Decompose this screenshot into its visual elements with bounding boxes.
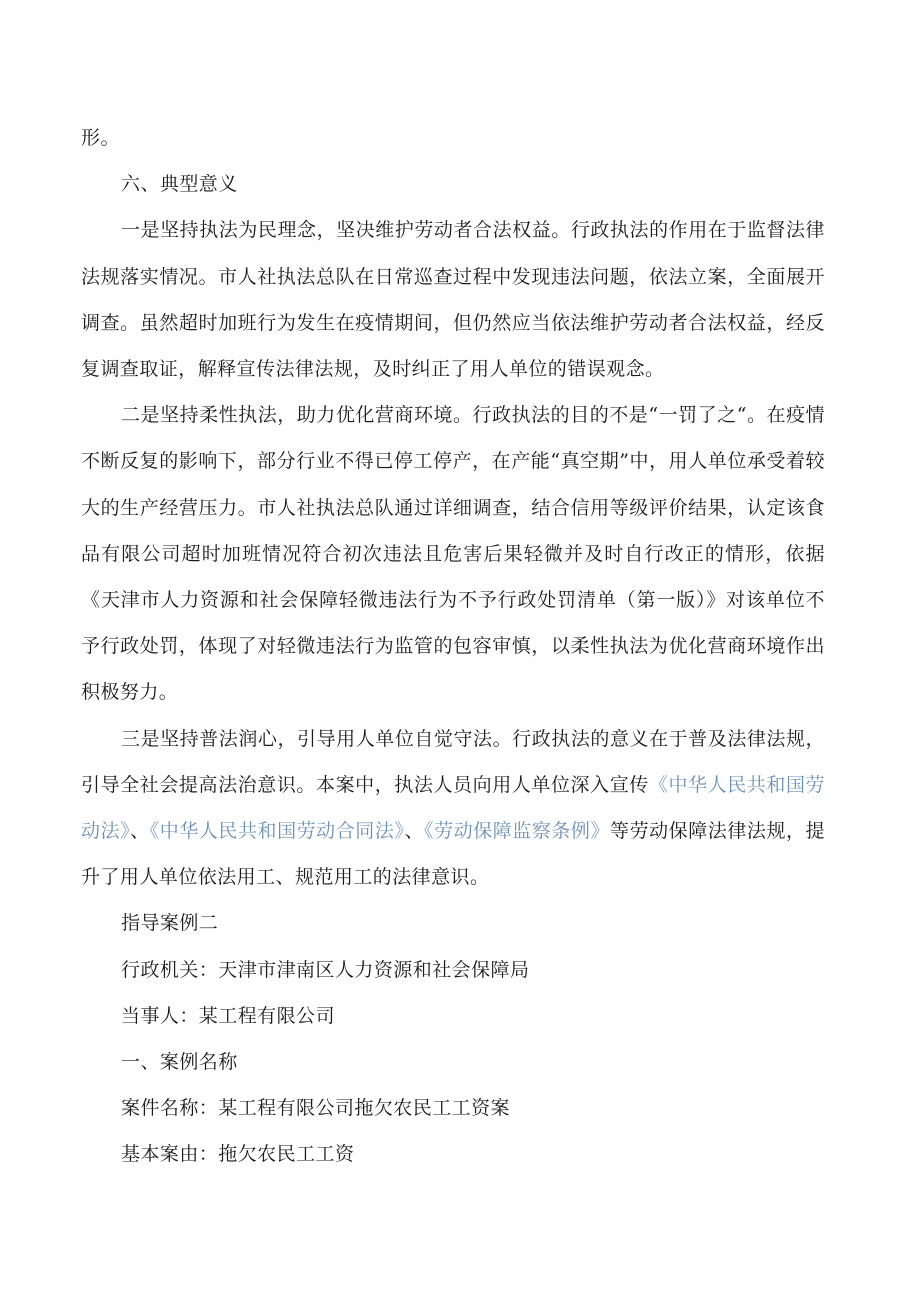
party-concerned: 当事人：某工程有限公司 <box>121 1004 335 1027</box>
continuation-text: 形。 <box>81 127 120 149</box>
section-heading-six: 六、典型意义 <box>121 173 238 196</box>
paragraph-point-three <box>81 716 825 901</box>
link-labor-security-regulation[interactable]: 《劳动保障监察条例》 <box>424 820 611 843</box>
link-labor-contract-law[interactable]: 《中华人民共和国劳动合同法》 <box>149 820 405 843</box>
separator: 、 <box>130 820 150 843</box>
link-labor-law[interactable]: 《中华人民共和国劳动法》 <box>81 773 825 843</box>
separator: 、 <box>404 820 425 843</box>
case-title: 指导案例二 <box>121 912 219 935</box>
case-cause: 基本案由：拖欠农民工工资 <box>121 1143 355 1166</box>
administrative-agency: 行政机关：天津市津南区人力资源和社会保障局 <box>121 958 530 981</box>
paragraph-point-one: 一是坚持执法为民理念，坚决维护劳动者合法权益。行政执法的作用在于监督法律法规落实情况。市人社执法总队在日常巡查过程中发现违法问题，依法立案，全面展开调查。虽然超时加班行为发生在疫情期间，但仍然应当依法维护劳动者合法权益，经反复调查取证，解释宣传法律法规，及时纠正了用人单位的错误观念。 <box>81 219 825 381</box>
paragraph-point-two: 二是坚持柔性执法，助力优化营商环境。行政执法的目的不是“一罚了之“。在疫情不断反复的影响下，部分行业不得已停工停产，在产能“真空期”中，用人单位承受着较大的生产经营压力。市人社执法总队通过详细调查，结合信用等级评价结果，认定该食品有限公司超时加班情况符合初次违法且危害后果轻微并及时自行改正的情形，依据《天津市人力资源和社会保障轻微违法行为不予行政处罚清单（第一版）》对该单位不予行政处罚，体现了对轻微违法行为监管的包容审慎，以柔性执法为优化营商环境作出积极努力。 <box>81 404 825 704</box>
paragraph-point-three-end: 等劳动保障法律法规，提升了用人单位依法用工、规范用工的法律意识。 <box>81 820 825 889</box>
section-heading-one: 一、案例名称 <box>121 1051 238 1074</box>
paragraph-point-three-start: 三是坚持普法润心，引导用人单位自觉守法。行政执法的意义在于普及法律法规，引导全社会提高法治意识。本案中，执法人员向用人单位深入宣传 <box>81 727 825 796</box>
case-name: 案件名称：某工程有限公司拖欠农民工工资案 <box>121 1097 511 1120</box>
